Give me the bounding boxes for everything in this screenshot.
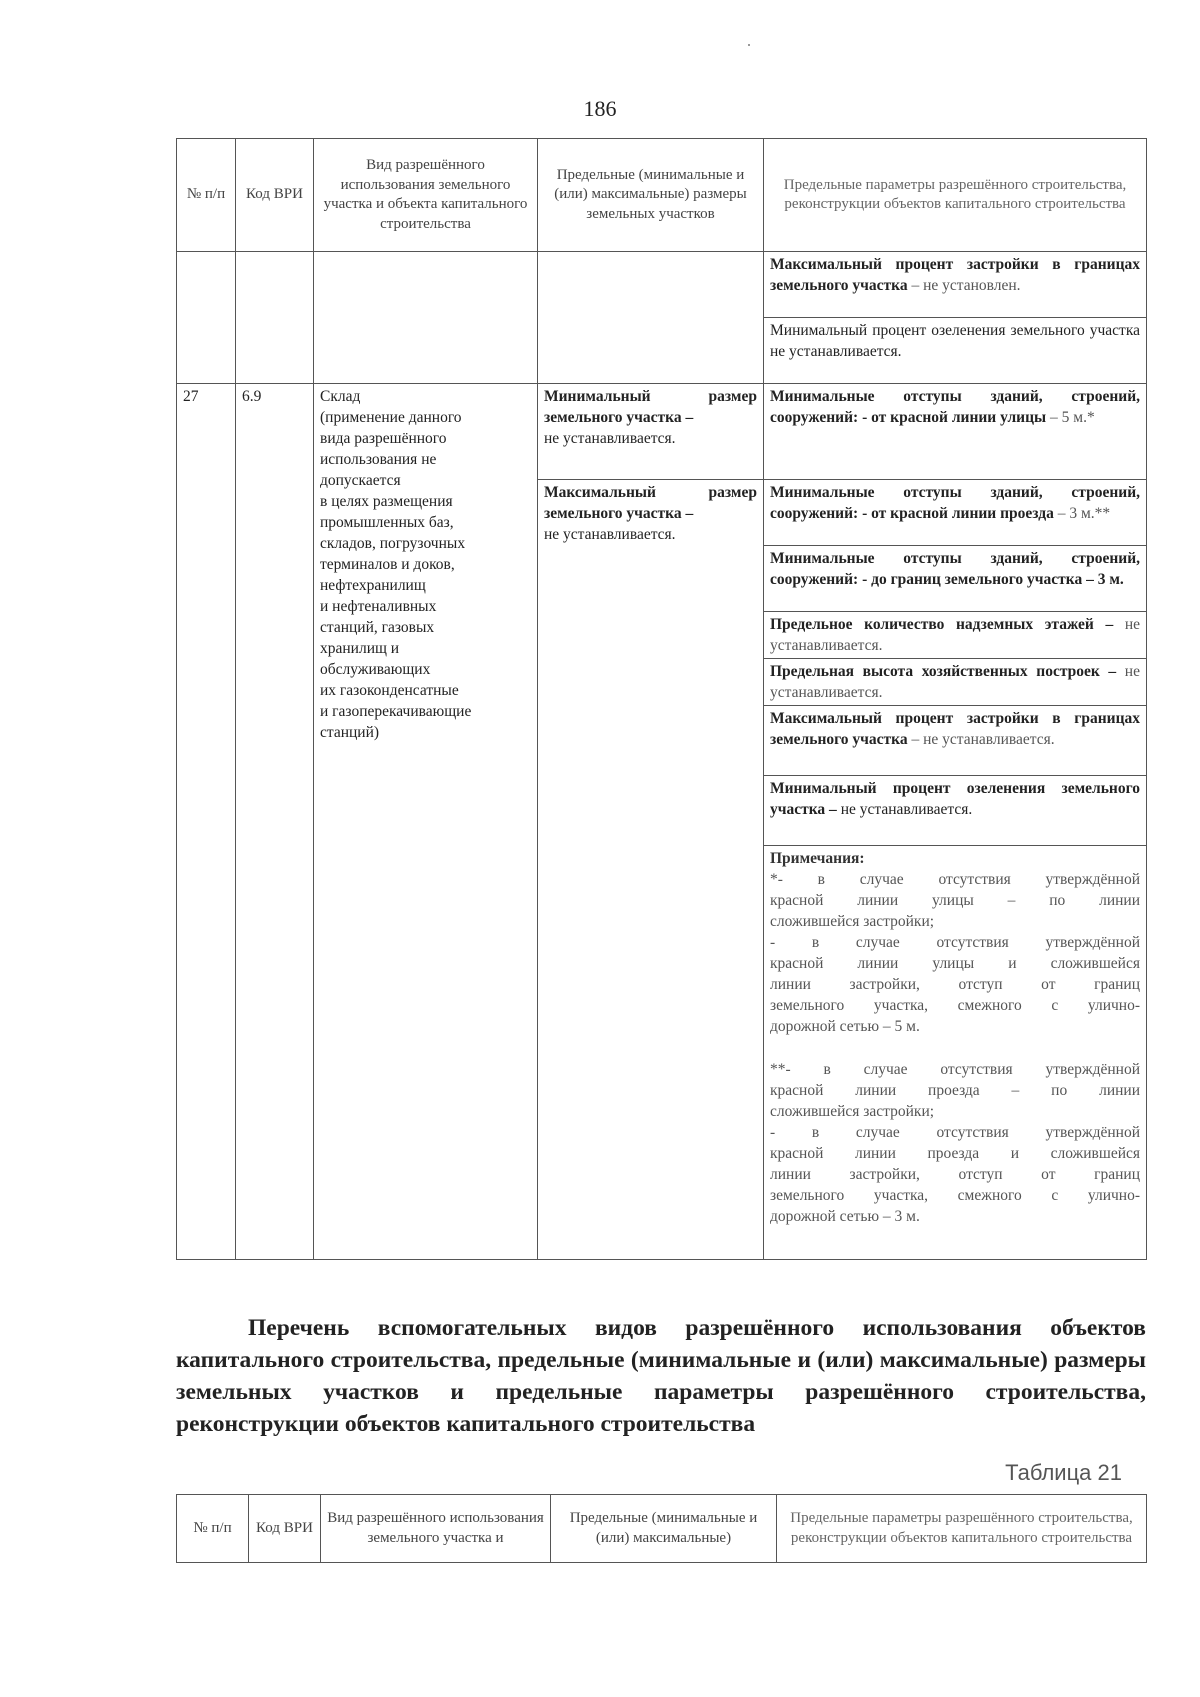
- cell-num-empty: [177, 252, 236, 384]
- cell-vri-code: 6.9: [236, 384, 314, 1260]
- header-code: Код ВРИ: [249, 1495, 321, 1563]
- param-setback-plot-border: Минимальные отступы зданий, строений, сооружений: - до границ земельного участка – 3 м.: [764, 546, 1147, 612]
- cell-row-number: 27: [177, 384, 236, 1260]
- cell-max-plot-size: Максимальный размер земельного участка – не устанавливается.: [538, 480, 764, 1260]
- param-outbuilding-height: Предельная высота хозяйственных построек – не устанавливается.: [764, 659, 1147, 706]
- notes-title: Примечания:: [770, 850, 865, 867]
- param-min-green-percent: Минимальный процент озеленения земельного участка не устанавливается.: [764, 318, 1147, 384]
- header-use: Вид разрешённого использования земельного участка и: [321, 1495, 551, 1563]
- table-label: Таблица 21: [1005, 1460, 1122, 1485]
- param-max-building-percent: Максимальный процент застройки в границах земельного участка – не устанавливается.: [764, 706, 1147, 776]
- cell-code-empty: [236, 252, 314, 384]
- cell-use-description: Склад (применение данного вида разрешённого использования не допускается в целях размещения промышленных баз, складов, погрузочных терминалов и доков, нефтехранилищ и нефтеналивных станций, газовых хранилищ и обслуживающих их газоконденсатные и газоперекачивающие станций): [314, 384, 538, 1260]
- header-num: № п/п: [177, 1495, 249, 1563]
- header-size: Предельные (минимальные и (или) максимальные) размеры земельных участков: [538, 139, 764, 252]
- param-max-building-percent: Максимальный процент застройки в границах земельного участка – не установлен.: [764, 252, 1147, 318]
- cell-size-empty: [538, 252, 764, 384]
- header-params: Предельные параметры разрешённого строительства, реконструкции объектов капитального строительства: [777, 1495, 1147, 1563]
- table-row: [177, 252, 1147, 318]
- page-number: 186: [583, 96, 617, 121]
- zoning-table-auxiliary: [176, 1494, 1147, 1563]
- cell-min-plot-size: Минимальный размер земельного участка – не устанавливается.: [538, 384, 764, 480]
- cell-use-empty: [314, 252, 538, 384]
- header-size: Предельные (минимальные и (или) максимальные): [551, 1495, 777, 1563]
- header-num: № п/п: [177, 139, 236, 252]
- zoning-table-main: [176, 138, 1147, 1260]
- table-row-27: [177, 384, 1147, 480]
- param-setback-passage: Минимальные отступы зданий, строений, сооружений: - от красной линии проезда – 3 м.**: [764, 480, 1147, 546]
- table-header-row: [177, 139, 1147, 252]
- notes-cell: Примечания: *- в случае отсутствия утверждённой красной линии улицы – по линии сложившейся застройки; - в случае отсутствия утверждённой красной линии улицы и сложившейся линии застройки, отступ от границ земельного участка, смежного с улично- дорожной сетью – 5 м. **- в случае отсутствия утверждённой красной линии проезда – по линии сложившейся застройки; - в случае отсутствия утверждённой красной линии проезда и сложившейся линии застройки, отступ от границ земельного участка, смежного с улично- дорожной сетью – 3 м.: [764, 846, 1147, 1260]
- param-setback-street: Минимальные отступы зданий, строений, сооружений: - от красной линии улицы – 5 м.*: [764, 384, 1147, 480]
- section-heading: Перечень вспомогательных видов разрешённого использования объектов капитального строительства, предельные (минимальные и (или) максимальные) размеры земельных участков и предельные параметры разрешённого строительства, реконструкции объектов капитального строительства: [176, 1315, 1146, 1437]
- header-params: Предельные параметры разрешённого строительства, реконструкции объектов капитального строительства: [764, 139, 1147, 252]
- header-use: Вид разрешённого использования земельного участка и объекта капитального строительства: [314, 139, 538, 252]
- param-floors: Предельное количество надземных этажей – не устанавливается.: [764, 612, 1147, 659]
- table-header-row: [177, 1495, 1147, 1563]
- param-min-green-percent: Минимальный процент озеленения земельного участка – не устанавливается.: [764, 776, 1147, 846]
- scan-speck: [748, 44, 750, 46]
- header-code: Код ВРИ: [236, 139, 314, 252]
